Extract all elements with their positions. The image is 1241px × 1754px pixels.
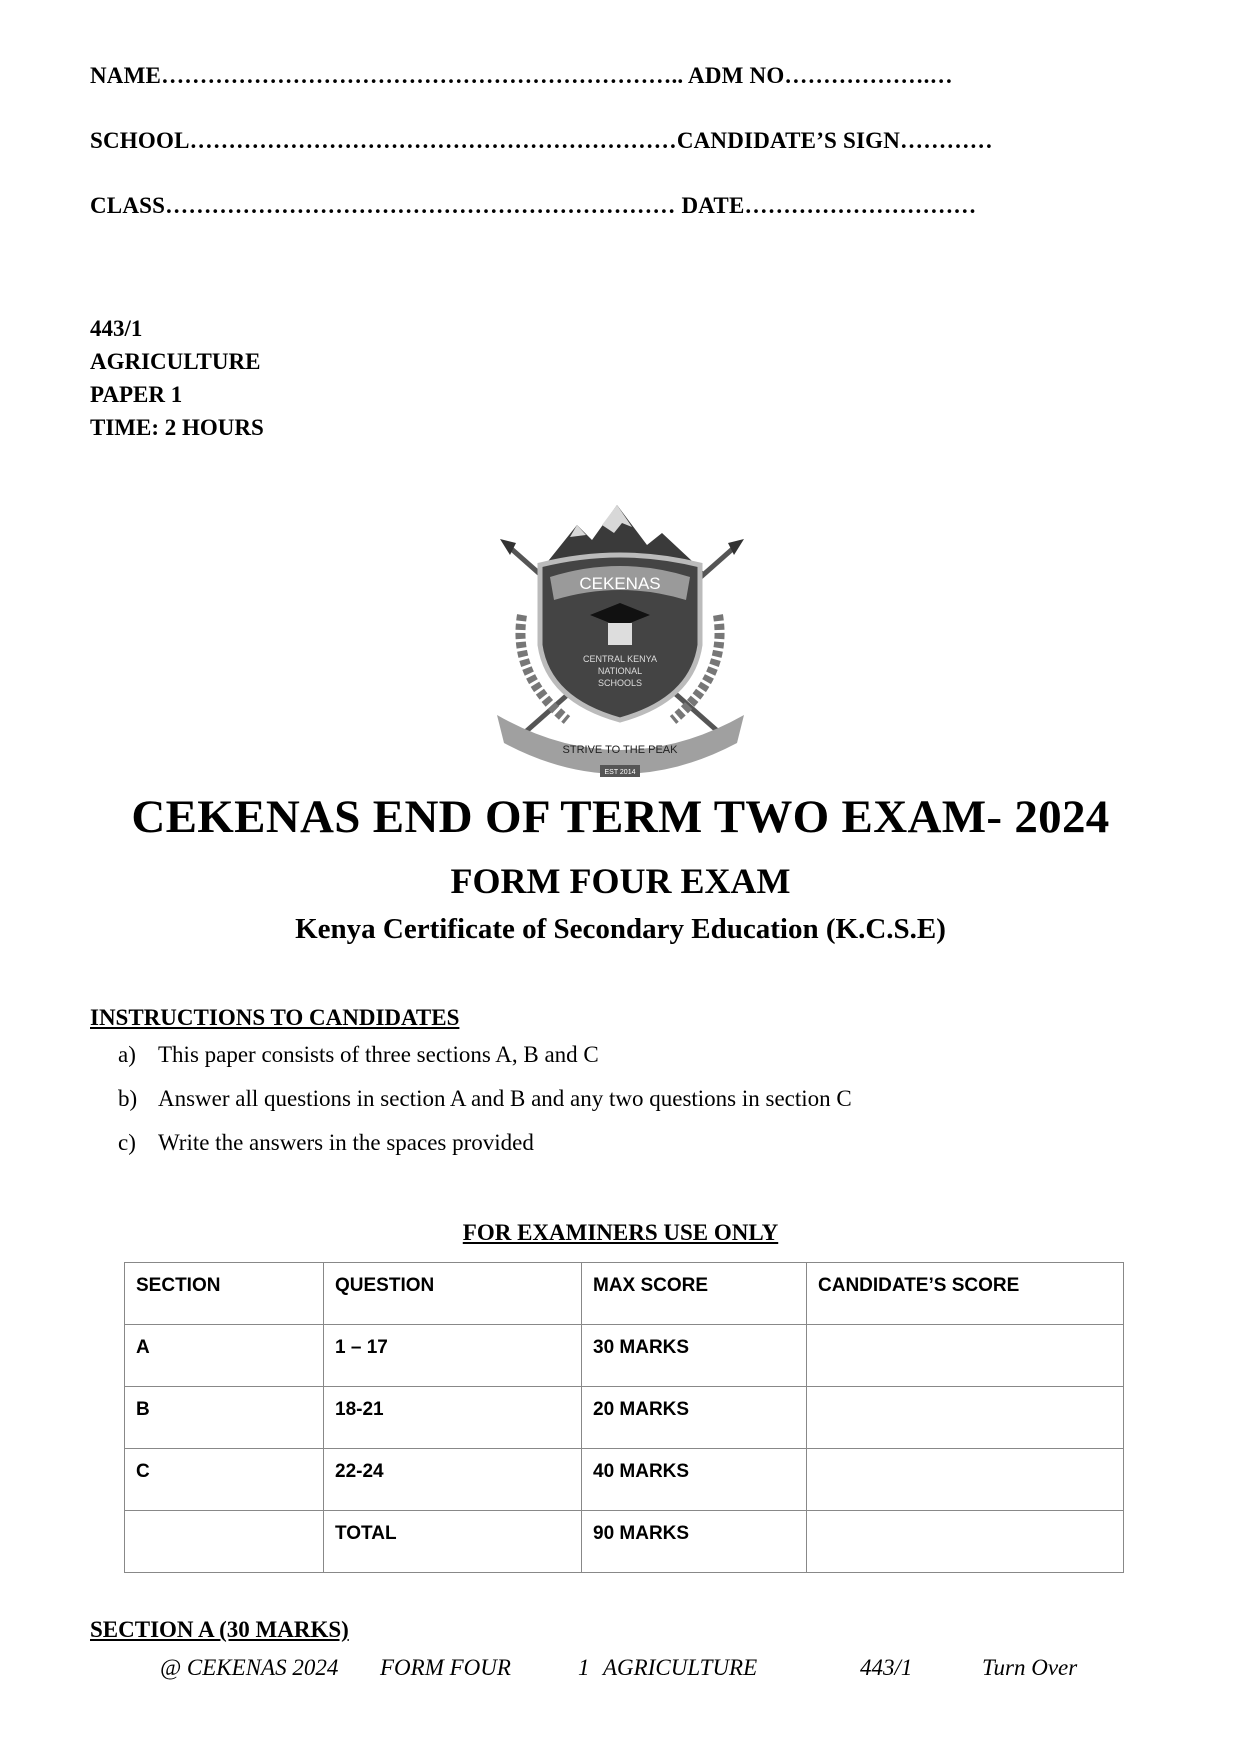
name-adm-field[interactable]: NAME………………………………………………………….. ADM NO……………….…	[90, 63, 953, 88]
question-cell: 22-24	[324, 1449, 582, 1511]
table-row	[125, 1387, 1124, 1449]
paper-number: PAPER 1	[90, 382, 183, 407]
certificate-title: Kenya Certificate of Secondary Education (K.C.S.E)	[295, 913, 946, 945]
logo-line3: SCHOOLS	[597, 678, 643, 688]
section-cell: C	[125, 1449, 324, 1511]
section-a-heading: SECTION A (30 MARKS)	[90, 1617, 349, 1642]
instruction-text: Write the answers in the spaces provided	[158, 1130, 534, 1155]
section-cell: B	[125, 1387, 324, 1449]
table-row	[125, 1511, 1124, 1573]
instruction-letter: c)	[118, 1130, 136, 1155]
footer-subject: AGRICULTURE	[603, 1655, 758, 1680]
paper-time: TIME: 2 HOURS	[90, 415, 264, 440]
footer-code: 443/1	[860, 1655, 913, 1680]
question-cell: 18-21	[324, 1387, 582, 1449]
section-cell: A	[125, 1325, 324, 1387]
exam-title: CEKENAS END OF TERM TWO EXAM- 2024	[131, 791, 1110, 843]
exam-subtitle: FORM FOUR EXAM	[450, 861, 791, 901]
column-header: CANDIDATE’S SCORE	[807, 1263, 1124, 1325]
table-header-row	[125, 1263, 1124, 1325]
logo-line2: NATIONAL	[597, 666, 643, 676]
column-header: SECTION	[125, 1263, 324, 1325]
instructions-list	[118, 1042, 852, 1174]
school-sign-field[interactable]: SCHOOL………………………………………………………CANDIDATE’S SIGN…………	[90, 128, 993, 153]
max-score-cell: 90 MARKS	[582, 1511, 807, 1573]
max-score-cell: 40 MARKS	[582, 1449, 807, 1511]
logo-motto: STRIVE TO THE PEAK	[562, 744, 678, 756]
instruction-text: This paper consists of three sections A, B and C	[158, 1042, 599, 1067]
logo-name: CEKENAS	[579, 574, 661, 593]
logo-line1: CENTRAL KENYA	[582, 654, 658, 664]
instructions-heading: INSTRUCTIONS TO CANDIDATES	[90, 1005, 460, 1030]
footer-turn-over: Turn Over	[982, 1655, 1078, 1680]
instruction-letter: b)	[118, 1086, 138, 1111]
max-score-cell: 30 MARKS	[582, 1325, 807, 1387]
candidate-score-cell[interactable]	[807, 1387, 1124, 1449]
logo-est: EST 2014	[604, 769, 636, 776]
candidate-score-cell[interactable]	[807, 1511, 1124, 1573]
examiners-heading: FOR EXAMINERS USE ONLY	[462, 1220, 779, 1245]
paper-info	[90, 312, 264, 444]
candidate-score-cell[interactable]	[807, 1325, 1124, 1387]
instruction-letter: a)	[118, 1042, 136, 1067]
question-cell: 1 – 17	[324, 1325, 582, 1387]
footer-page: 1	[578, 1655, 590, 1680]
question-cell: TOTAL	[324, 1511, 582, 1573]
paper-subject: AGRICULTURE	[90, 349, 261, 374]
candidate-score-cell[interactable]	[807, 1449, 1124, 1511]
column-header: QUESTION	[324, 1263, 582, 1325]
instruction-text: Answer all questions in section A and B and any two questions in section C	[158, 1086, 852, 1111]
footer-copyright: @ CEKENAS 2024	[160, 1655, 339, 1680]
table-row	[125, 1325, 1124, 1387]
paper-code: 443/1	[90, 316, 143, 341]
instruction-item	[118, 1042, 852, 1086]
max-score-cell: 20 MARKS	[582, 1387, 807, 1449]
footer-form: FORM FOUR	[380, 1655, 511, 1680]
examiners-table	[124, 1262, 1124, 1573]
cekenas-logo	[482, 505, 758, 787]
column-header: MAX SCORE	[582, 1263, 807, 1325]
table-row	[125, 1449, 1124, 1511]
instruction-item	[118, 1086, 852, 1130]
instruction-item	[118, 1130, 852, 1174]
class-date-field[interactable]: CLASS………………………………………………………… DATE…………………………	[90, 193, 977, 218]
section-cell	[125, 1511, 324, 1573]
